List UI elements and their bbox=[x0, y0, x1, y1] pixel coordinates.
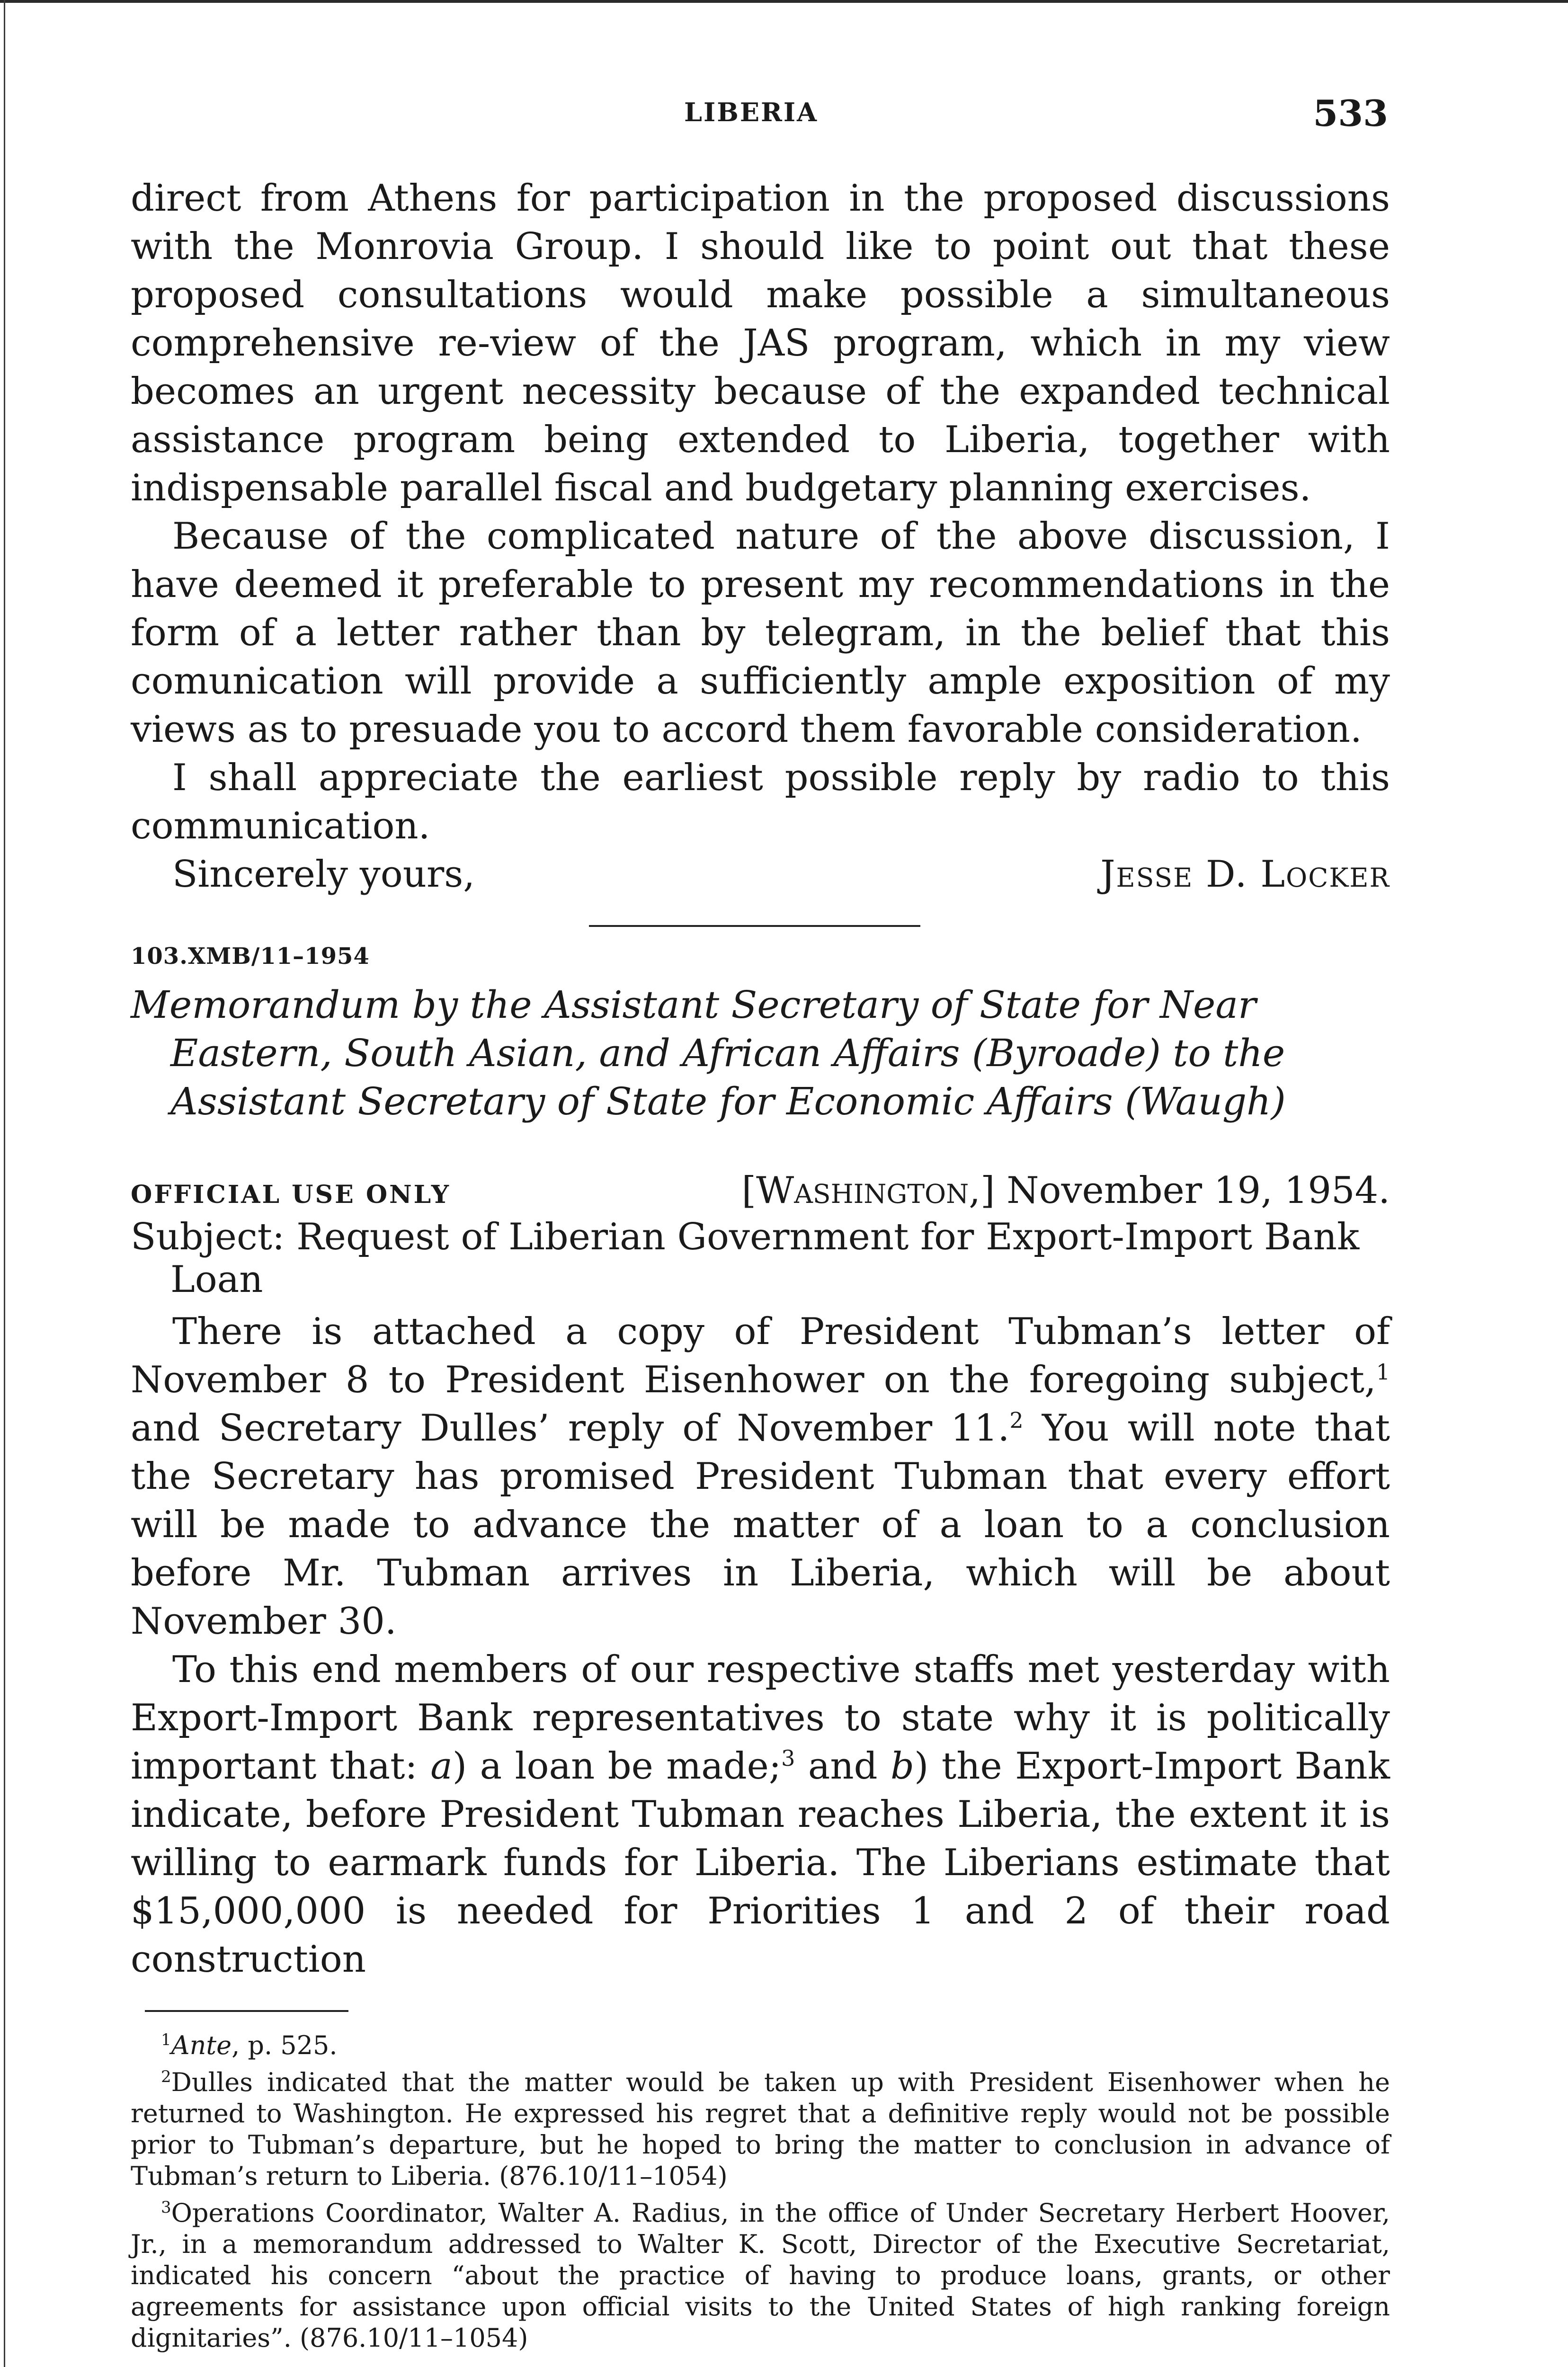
footnote-rule bbox=[145, 2010, 348, 2012]
memo-p1-text-a: There is attached a copy of President Tubman’s letter of November 8 to President Eisenhower on the foregoing subject, bbox=[131, 1310, 1390, 1401]
footnote-number: 1 bbox=[161, 2030, 171, 2049]
place-and-date bbox=[742, 1169, 1390, 1212]
date: November 19, 1954. bbox=[1007, 1169, 1390, 1212]
letter-paragraph-1: direct from Athens for participation in the proposed discussions with the Monrovia Group. I should like to point out that these proposed consultations would make possible a simultaneous comprehensive re-view of the JAS program, which in my view becomes an urgent necessity because of the expanded technical assistance program being extended to Liberia, together with indispensable parallel fiscal and budgetary planning exercises. bbox=[131, 177, 1390, 509]
memo-paragraph-2 bbox=[131, 1646, 1390, 1984]
memo-title: Memorandum by the Assistant Secretary of State for Near Eastern, South Asian, and African Affairs (Byroade) to the Assistant Secretary of State for Economic Affairs (Waugh) bbox=[131, 983, 1286, 1123]
memo-p2-text-a: To this end members of our respective staffs met yesterday with Export-Import Bank representatives to state why it is politically important that: bbox=[131, 1648, 1390, 1788]
memo-body bbox=[131, 1308, 1390, 1984]
page-header bbox=[0, 92, 1568, 135]
memo-p2-text-c: and bbox=[795, 1745, 891, 1788]
memo-p1-text-b: and Secretary Dulles’ reply of November 11. bbox=[131, 1407, 1010, 1450]
closing: Sincerely yours, bbox=[172, 853, 475, 896]
classification-marking: OFFICIAL USE ONLY bbox=[131, 1180, 451, 1209]
footnote-ref-2: 2 bbox=[1009, 1407, 1024, 1433]
footnote-number: 2 bbox=[161, 2067, 171, 2086]
place: [Washington,] bbox=[741, 1169, 995, 1212]
page-content bbox=[131, 174, 1390, 2354]
top-border-rule bbox=[0, 0, 1568, 3]
signature-line bbox=[131, 850, 1390, 899]
footnote-1 bbox=[131, 2024, 1390, 2061]
footnotes bbox=[131, 2024, 1390, 2354]
footnote-2 bbox=[131, 2061, 1390, 2192]
memo-p2-text-d: ) the Export-Import Bank indicate, before President Tubman reaches Liberia, the extent it is willing to earmark funds for Liberia. The Liberians estimate that $15,000,000 is needed for Priorities 1 and 2 of their road construction bbox=[131, 1745, 1390, 1981]
page-number: 533 bbox=[1313, 92, 1388, 134]
subject-label: Subject: bbox=[131, 1216, 285, 1258]
footnote-3 bbox=[131, 2192, 1390, 2354]
footnote-text: Dulles indicated that the matter would be taken up with President Eisenhower when he returned to Washington. He expressed his regret that a definitive reply would not be possible prior to Tubman’s departure, but he hoped to bring the matter to conclusion in advance of Tubman’s return to Liberia. (876.10/11–1054) bbox=[131, 2067, 1390, 2191]
memo-paragraph-1 bbox=[131, 1308, 1390, 1646]
letter-paragraph-3: I shall appreciate the earliest possible reply by radio to this communication. bbox=[131, 756, 1390, 847]
subject-line bbox=[131, 1216, 1390, 1301]
memo-meta-line bbox=[131, 1169, 1390, 1212]
footnote-number: 3 bbox=[161, 2198, 171, 2217]
footnote-ante: Ante bbox=[171, 2030, 232, 2060]
item-marker-a: a bbox=[430, 1745, 453, 1788]
running-head: LIBERIA bbox=[684, 97, 819, 127]
footnote-ref-3: 3 bbox=[781, 1745, 795, 1771]
left-border-rule bbox=[4, 0, 5, 2367]
subject-text: Request of Liberian Government for Export-Import Bank Loan bbox=[170, 1216, 1360, 1301]
footnote-ref-1: 1 bbox=[1376, 1359, 1390, 1385]
memo-p2-text-b: ) a loan be made; bbox=[452, 1745, 782, 1788]
item-marker-b: b bbox=[891, 1745, 914, 1788]
memo-p1-text-c: You will note that the Secretary has promised President Tubman that every effort will be made to advance the matter of a loan to a conclusion before Mr. Tubman arrives in Liberia, which will be about November 30. bbox=[131, 1407, 1390, 1643]
letter-paragraph-2: Because of the complicated nature of the above discussion, I have deemed it preferable to present my recommendations in the form of a letter rather than by telegram, in the belief that this comunication will provide a sufficiently ample exposition of my views as to presuade you to accord them favorable consideration. bbox=[131, 515, 1390, 751]
file-number: 103.XMB/11–1954 bbox=[131, 943, 370, 970]
footnote-text: Operations Coordinator, Walter A. Radius, in the office of Under Secretary Herbert Hoover, Jr., in a memorandum addressed to Walter K. Scott, Director of the Executive Secretariat, indicated his concern “about the practice of having to produce loans, grants, or other agreements for assistance upon official visits to the United States of high ranking foreign dignitaries”. (876.10/11–1054) bbox=[131, 2198, 1390, 2353]
signer-name: Jesse D. Locker bbox=[1100, 853, 1390, 896]
footnote-text: , p. 525. bbox=[232, 2030, 338, 2060]
letter-continuation bbox=[131, 174, 1390, 850]
section-divider bbox=[589, 925, 920, 927]
